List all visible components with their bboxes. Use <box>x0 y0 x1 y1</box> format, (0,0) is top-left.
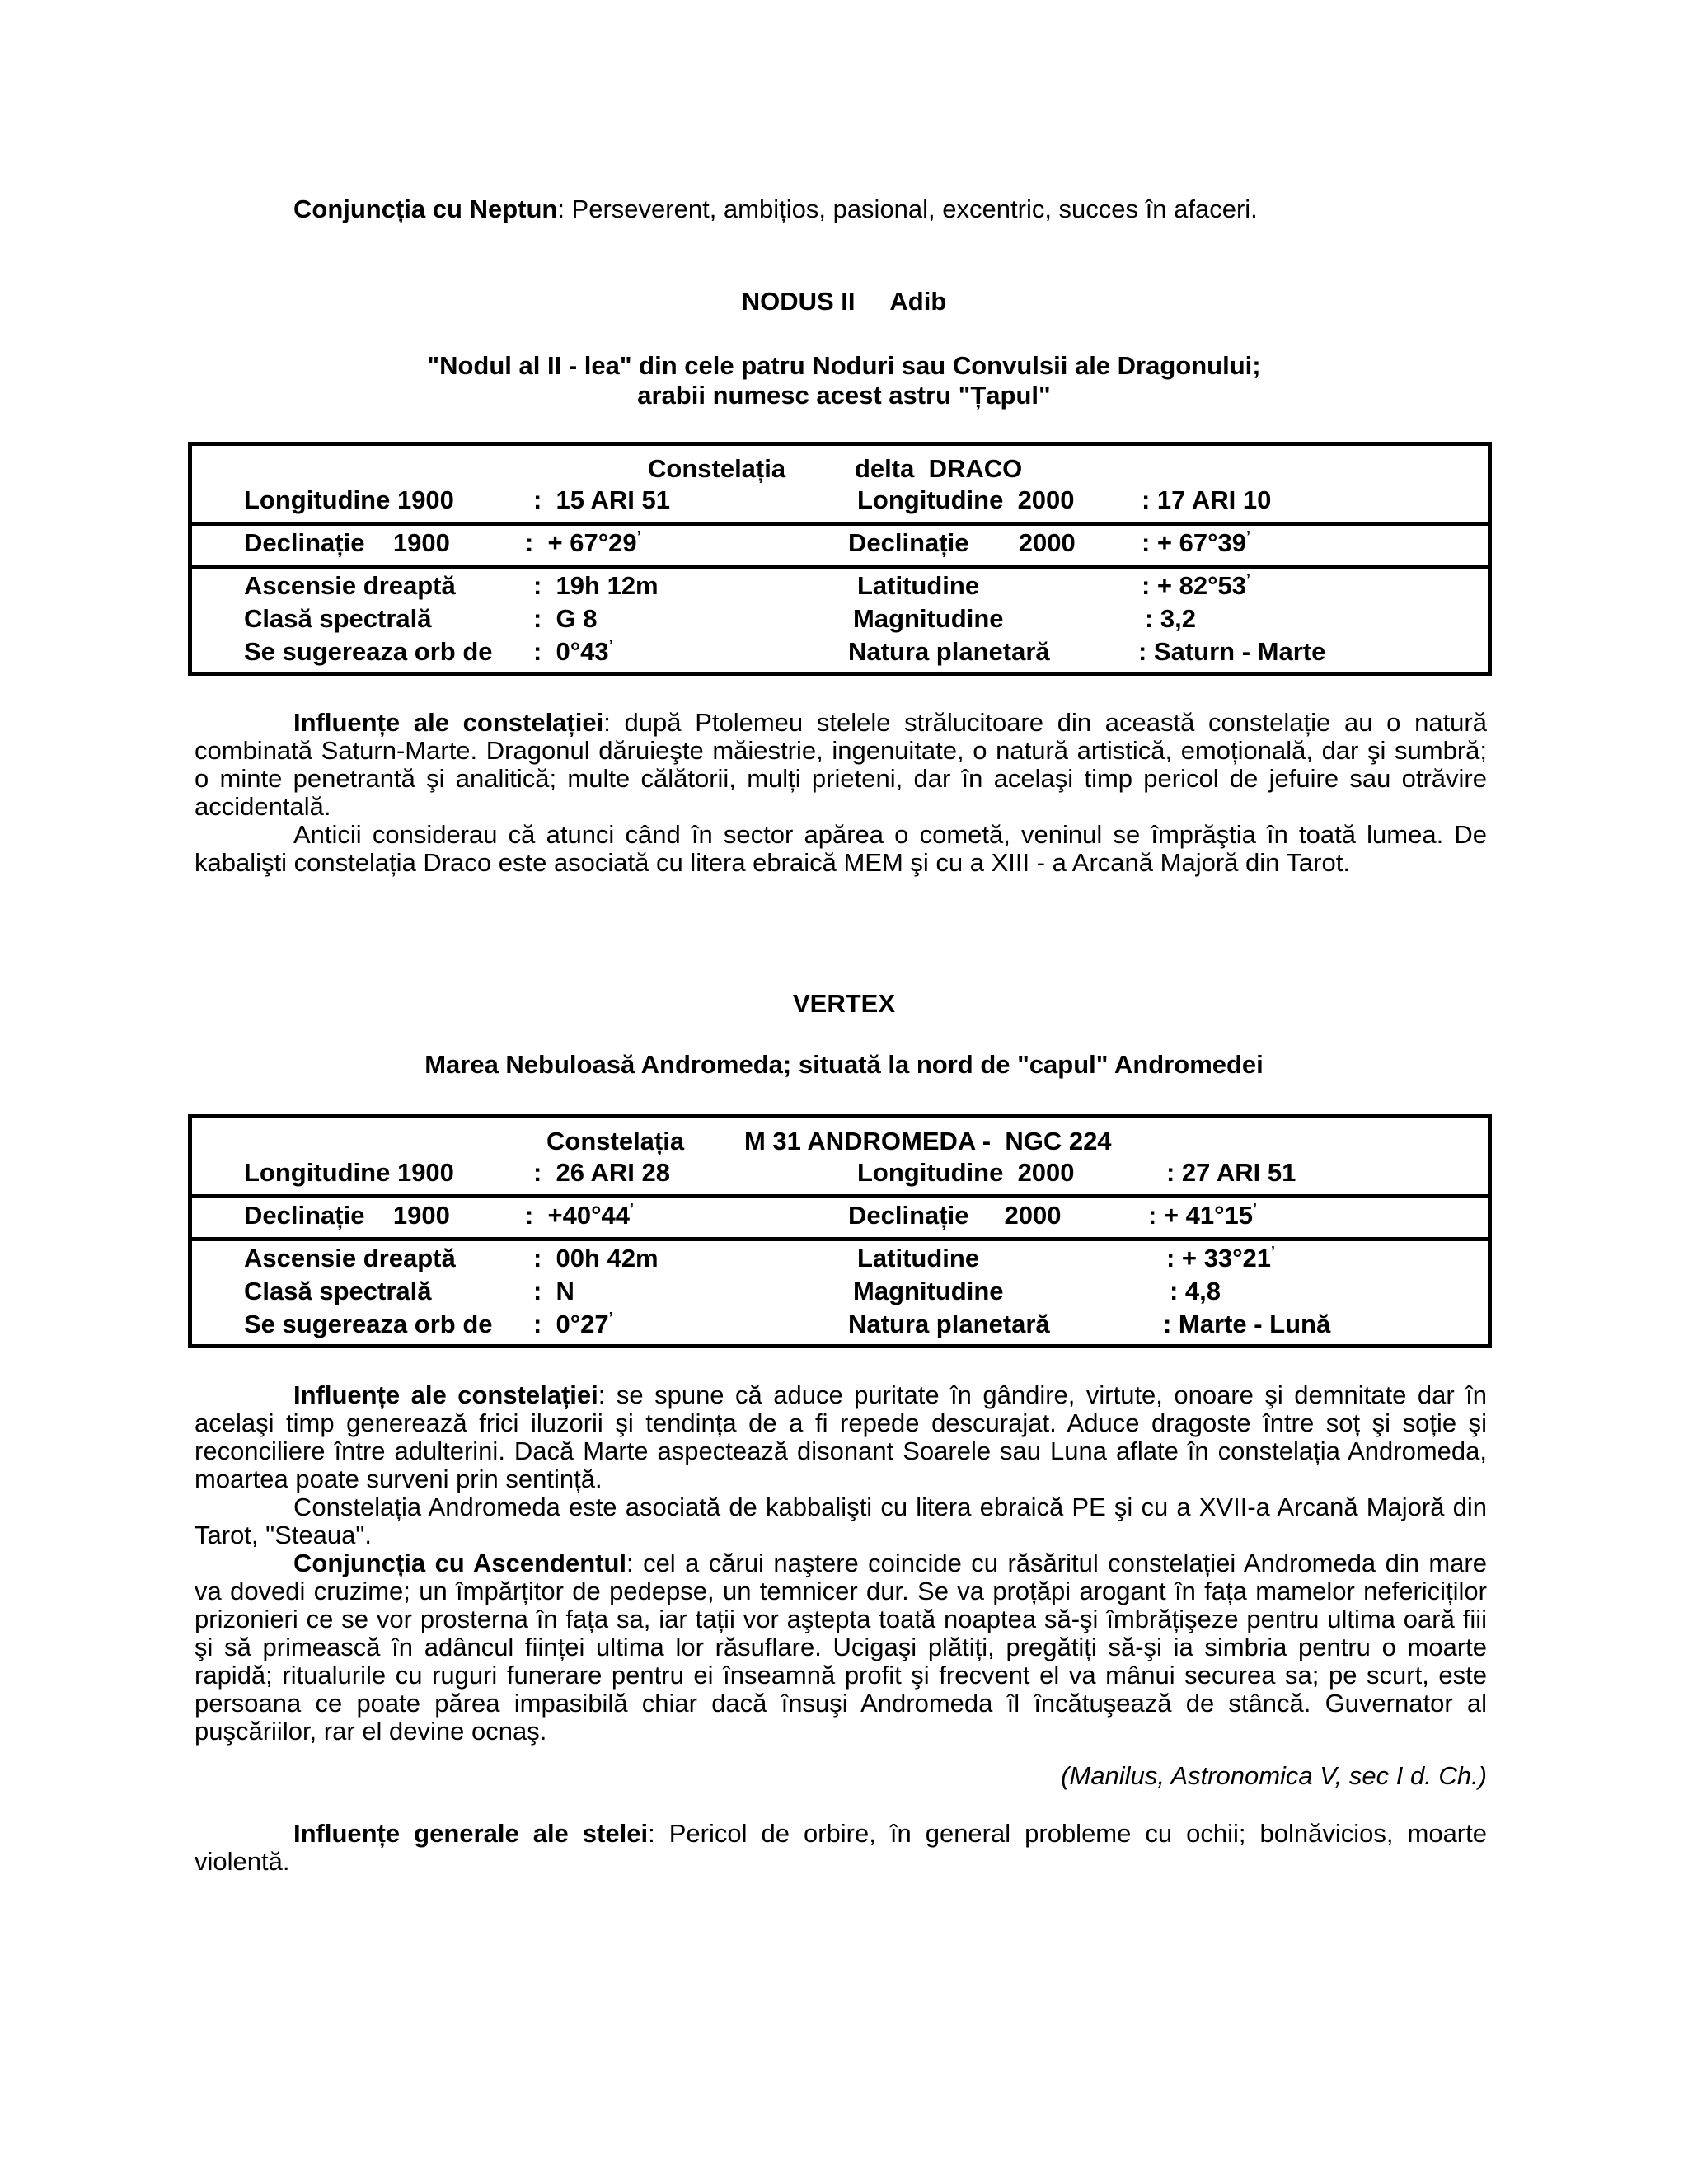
citation: (Manilus, Astronomica V, sec I d. Ch.) <box>1061 1761 1487 1790</box>
t1-spec-label: Clasă spectrală <box>244 604 432 633</box>
t2-ra-value: : 00h 42m <box>533 1244 659 1272</box>
t2-lon1900-value: : 26 ARI 28 <box>533 1158 670 1187</box>
nodus-heading: NODUS II Adib <box>741 287 947 316</box>
andromeda-text-block <box>195 1381 1487 1876</box>
ascendant-conjunction-text: : cel a cărui naştere coincide cu răsăritul constelației Andromeda din mare va dovedi cruzime; un împărțitor de pedepse, un temnicer dur. Se va proțăpi arogant în fața mamelor nefericiților prizonieri ce se vor prosterna în fața sa, iar tații vor aştepta toată noaptea să-şi îmbrățişeze pentru ultima oară fiii şi să primească în adâncul ființei ultima lor răsuflare. Ucigaşi plătiți, pregătiți să-şi ia simbria pentru o moarte rapidă; ritualurile cu ruguri funerare pentru ei înseamnă profit şi frecvent el va mânui securea sa; pe scurt, este persoana ce poate părea impasibilă chiar dacă însuşi Andromeda îl încătuşează de stâncă. Guvernator al puşcăriilor, rar el devine ocnaş. <box>195 1549 1487 1746</box>
t2-mag-label: Magnitudine <box>853 1277 1004 1305</box>
andromeda-data-table <box>188 1114 1492 1348</box>
t2-dec2000-label: Declinație 2000 <box>848 1201 1062 1230</box>
ascendant-conjunction-label: Conjuncția cu Ascendentul <box>293 1549 627 1577</box>
t1-constellation-label: Constelația <box>648 454 786 483</box>
t1-dec2000-label: Declinație 2000 <box>848 528 1076 557</box>
ascendant-conjunction-paragraph <box>195 1549 1487 1746</box>
general-influence-paragraph <box>195 1820 1487 1876</box>
t2-nature-label: Natura planetară <box>848 1310 1050 1338</box>
t1-nature-value: : Saturn - Marte <box>1138 637 1326 666</box>
t2-lat-label: Latitudine <box>857 1244 980 1272</box>
andromeda-kabbalah-paragraph: Constelația Andromeda este asociată de kabbalişti cu litera ebraică PE şi cu a XVII-a Arcană Majoră din Tarot, "Steaua". <box>195 1493 1487 1549</box>
general-influence-label: Influențe generale ale stelei <box>293 1819 649 1848</box>
t1-lon2000-label: Longitudine 2000 <box>857 485 1075 514</box>
t1-nature-label: Natura planetară <box>848 637 1050 666</box>
t1-orb-value: : 0°43’ <box>533 637 613 666</box>
t2-ra-label: Ascensie dreaptă <box>244 1244 456 1272</box>
t1-lon1900-label: Longitudine 1900 <box>244 485 454 514</box>
andromeda-influence-label: Influențe ale constelației <box>293 1380 598 1409</box>
t1-row-separator-2 <box>192 565 1488 569</box>
t2-lat-value: : + 33°21’ <box>1166 1244 1276 1272</box>
neptune-conjunction-label: Conjuncția cu Neptun <box>293 194 558 223</box>
t2-spec-label: Clasă spectrală <box>244 1277 432 1305</box>
t2-lon2000-label: Longitudine 2000 <box>857 1158 1075 1187</box>
t2-row-separator-2 <box>192 1237 1488 1241</box>
t1-lon1900-value: : 15 ARI 51 <box>533 485 670 514</box>
vertex-subtitle: Marea Nebuloasă Andromeda; situată la nord de "capul" Andromedei <box>424 1050 1264 1079</box>
draco-data-table <box>188 442 1492 676</box>
t1-mag-label: Magnitudine <box>853 604 1004 633</box>
t1-lat-label: Latitudine <box>857 571 980 600</box>
t2-dec2000-value: : + 41°15’ <box>1148 1201 1258 1230</box>
t1-ra-value: : 19h 12m <box>533 571 659 600</box>
t2-row-separator-1 <box>192 1194 1488 1198</box>
t2-constellation-value: M 31 ANDROMEDA - NGC 224 <box>744 1127 1112 1155</box>
t1-spec-value: : G 8 <box>533 604 598 633</box>
t2-constellation-label: Constelația <box>546 1127 685 1155</box>
neptune-conjunction-line <box>293 194 1258 224</box>
t1-ra-label: Ascensie dreaptă <box>244 571 456 600</box>
general-influence-text: : Pericol de orbire, în general probleme cu ochii; bolnăvicios, moarte violentă. <box>195 1819 1487 1876</box>
t2-orb-value: : 0°27’ <box>533 1310 613 1338</box>
draco-influence-text: : după Ptolemeu stelele strălucitoare din această constelație au o natură combinată Saturn-Marte. Dragonul dăruieşte măiestrie, ingenuitate, o natură artistică, emoțională, dar şi sumbră; o minte penetrantă şi analitică; multe călătorii, mulți prieteni, dar în acelaşi timp pericol de jefuire sau otrăvire accidentală. <box>195 708 1487 821</box>
t1-dec2000-value: : + 67°39’ <box>1142 528 1251 557</box>
t2-lon2000-value: : 27 ARI 51 <box>1166 1158 1296 1187</box>
draco-influence-paragraph <box>195 709 1487 821</box>
t2-dec1900-label: Declinație 1900 <box>244 1201 450 1230</box>
draco-influence-label: Influențe ale constelației <box>293 708 604 737</box>
vertex-heading: VERTEX <box>792 989 896 1018</box>
t2-mag-value: : 4,8 <box>1170 1277 1221 1305</box>
andromeda-influence-paragraph <box>195 1381 1487 1493</box>
t2-spec-value: : N <box>533 1277 574 1305</box>
t2-orb-label: Se sugereaza orb de <box>244 1310 493 1338</box>
t2-nature-value: : Marte - Lună <box>1163 1310 1331 1338</box>
t1-dec1900-value: : + 67°29’ <box>525 528 641 557</box>
andromeda-influence-text: : se spune că aduce puritate în gândire, virtute, onoare şi demnitate dar în acelaşi timp generează frici iluzorii şi tendința de a fi repede descurajat. Aduce dragoste între soț şi soție şi reconciliere între adulterini. Dacă Marte aspectează disonant Soarele sau Luna aflate în constelația Andromeda, moartea poate surveni prin sentință. <box>195 1380 1488 1493</box>
neptune-conjunction-text: : Perseverent, ambițios, pasional, excentric, succes în afaceri. <box>557 194 1258 223</box>
t1-lon2000-value: : 17 ARI 10 <box>1142 485 1272 514</box>
t2-dec1900-value: : +40°44’ <box>525 1201 635 1230</box>
draco-comet-paragraph: Anticii considerau că atunci când în sector apărea o cometă, veninul se împrăştia în toată lumea. De kabalişti constelația Draco este asociată cu litera ebraică MEM şi cu a XIII - a Arcană Majoră din Tarot. <box>195 820 1487 877</box>
t1-orb-label: Se sugereaza orb de <box>244 637 493 666</box>
t1-lat-value: : + 82°53’ <box>1142 571 1251 600</box>
nodus-subtitle-2: arabii numesc acest astru "Țapul" <box>637 381 1051 410</box>
draco-influence-block <box>195 709 1487 877</box>
nodus-subtitle-1: "Nodul al II - lea" din cele patru Noduri sau Convulsii ale Dragonului; <box>427 351 1261 380</box>
t1-dec1900-label: Declinație 1900 <box>244 528 450 557</box>
t2-lon1900-label: Longitudine 1900 <box>244 1158 454 1187</box>
t1-constellation-value: delta DRACO <box>855 454 1023 483</box>
t1-mag-value: : 3,2 <box>1145 604 1197 633</box>
t1-row-separator-1 <box>192 522 1488 526</box>
